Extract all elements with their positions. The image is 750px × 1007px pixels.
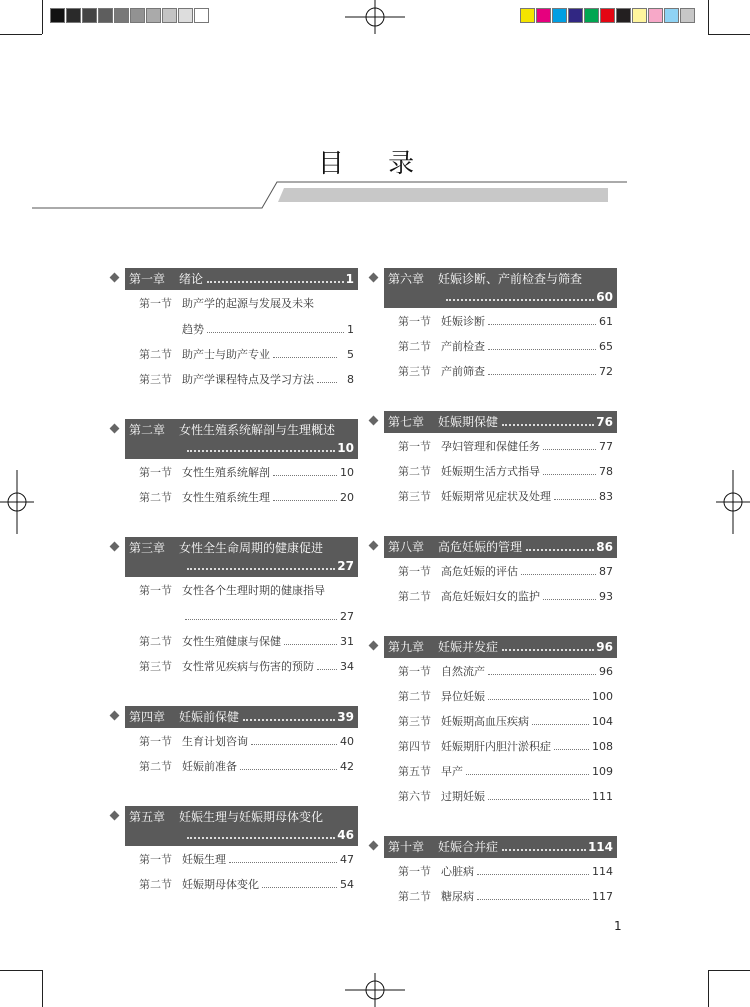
chapter-gap <box>367 510 617 536</box>
section-page: 54 <box>340 878 354 891</box>
chapter-row <box>388 413 613 431</box>
gray-swatch <box>98 8 113 23</box>
section-entry[interactable] <box>125 730 358 755</box>
chapter-gap <box>108 780 358 806</box>
dot-leader <box>488 324 596 325</box>
section-list <box>125 728 358 780</box>
section-number: 第一节 <box>139 584 172 597</box>
section-title: 心脏病 <box>441 865 474 878</box>
gray-swatch <box>66 8 81 23</box>
section-number: 第二节 <box>398 340 431 353</box>
section-entry[interactable] <box>384 710 617 735</box>
section-entry[interactable] <box>384 660 617 685</box>
chapter-title: 妊娠期保健 <box>438 415 499 429</box>
chapter-row <box>388 538 613 556</box>
dot-leader <box>488 699 589 700</box>
dot-leader <box>273 357 337 358</box>
chapter-number: 第九章 <box>388 640 425 654</box>
registration-mark-left <box>0 470 34 534</box>
section-entry[interactable] <box>384 860 617 885</box>
diamond-bullet-icon <box>369 541 379 551</box>
section-title: 早产 <box>441 765 463 778</box>
chapter-page: 27 <box>337 559 354 573</box>
dot-leader <box>251 744 337 745</box>
section-number: 第三节 <box>139 373 172 386</box>
section-title: 高危妊娠妇女的监护 <box>441 590 540 603</box>
dot-leader <box>488 799 589 800</box>
chapter-page: 96 <box>596 640 613 654</box>
chapter-block <box>367 636 617 810</box>
section-entry[interactable] <box>125 343 358 368</box>
gray-swatch <box>130 8 145 23</box>
color-swatch <box>520 8 535 23</box>
chapter-number: 第四章 <box>129 710 166 724</box>
section-page: 42 <box>340 760 354 773</box>
chapter-title: 女性全生命周期的健康促进 <box>179 541 324 555</box>
toc-left-column <box>108 268 358 898</box>
section-title: 妊娠前准备 <box>182 760 237 773</box>
chapter-title: 绪论 <box>179 272 204 286</box>
chapter-title: 妊娠生理与妊娠期母体变化 <box>179 810 324 824</box>
title-rule <box>32 180 632 212</box>
section-title: 助产学课程特点及学习方法 <box>182 373 314 386</box>
section-entry[interactable] <box>384 310 617 335</box>
section-title: 过期妊娠 <box>441 790 485 803</box>
chapter-block <box>108 706 358 780</box>
section-number: 第三节 <box>398 490 431 503</box>
section-number: 第三节 <box>398 365 431 378</box>
chapter-page: 86 <box>596 540 613 554</box>
section-list <box>384 658 617 810</box>
dot-leader <box>284 644 337 645</box>
section-entry[interactable] <box>384 360 617 385</box>
chapter-block <box>367 836 617 910</box>
dot-leader <box>185 619 337 620</box>
chapter-heading[interactable] <box>125 419 358 459</box>
color-swatch <box>632 8 647 23</box>
section-entry[interactable] <box>384 685 617 710</box>
section-title: 孕妇管理和保健任务 <box>441 440 540 453</box>
section-entry[interactable] <box>384 460 617 485</box>
dot-leader <box>207 280 344 283</box>
page-number: 1 <box>614 919 622 933</box>
dot-leader <box>502 423 594 426</box>
section-page: 65 <box>599 340 613 353</box>
section-page: 111 <box>592 790 613 803</box>
chapter-row <box>129 270 354 288</box>
dot-leader <box>229 862 337 863</box>
chapter-block <box>108 806 358 898</box>
dot-leader <box>543 599 596 600</box>
section-number: 第三节 <box>139 660 172 673</box>
chapter-gap <box>108 511 358 537</box>
section-number: 第二节 <box>398 590 431 603</box>
section-number: 第二节 <box>398 690 431 703</box>
section-page: 72 <box>599 365 613 378</box>
section-list <box>384 308 617 385</box>
chapter-page: 76 <box>596 415 613 429</box>
section-number: 第一节 <box>139 735 172 748</box>
chapter-heading[interactable] <box>384 636 617 658</box>
chapter-block <box>108 537 358 680</box>
chapter-title: 妊娠合并症 <box>438 840 499 854</box>
section-list <box>384 433 617 510</box>
chapter-row <box>129 421 354 439</box>
color-swatch <box>680 8 695 23</box>
chapter-block <box>367 411 617 510</box>
section-title: 女性各个生理时期的健康指导 <box>182 584 325 597</box>
chapter-block <box>108 268 358 393</box>
chapter-number: 第七章 <box>388 415 425 429</box>
section-page: 34 <box>340 660 354 673</box>
section-number: 第五节 <box>398 765 431 778</box>
section-number: 第一节 <box>398 565 431 578</box>
section-page: 1 <box>347 323 354 336</box>
gray-swatch <box>50 8 65 23</box>
section-title: 妊娠期肝内胆汁淤积症 <box>441 740 551 753</box>
section-title: 糖尿病 <box>441 890 474 903</box>
dot-leader <box>446 298 594 301</box>
section-entry[interactable] <box>125 655 358 680</box>
diamond-bullet-icon <box>369 841 379 851</box>
dot-leader <box>317 382 337 383</box>
color-swatch <box>552 8 567 23</box>
section-title: 自然流产 <box>441 665 485 678</box>
chapter-heading[interactable] <box>125 706 358 728</box>
section-number: 第三节 <box>398 715 431 728</box>
section-page: 109 <box>592 765 613 778</box>
dot-leader <box>262 887 337 888</box>
section-title-continued: 趋势 <box>182 323 204 336</box>
registration-mark-right <box>716 470 750 534</box>
dot-leader <box>187 836 335 839</box>
section-entry[interactable] <box>384 560 617 585</box>
dot-leader <box>240 769 337 770</box>
section-line <box>125 598 354 624</box>
chapter-row <box>129 539 354 557</box>
section-entry[interactable] <box>125 873 358 898</box>
section-number: 第二节 <box>139 760 172 773</box>
dot-leader <box>207 332 344 333</box>
section-entry[interactable] <box>125 368 358 393</box>
dot-leader <box>526 548 594 551</box>
chapter-gap <box>108 393 358 419</box>
dot-leader <box>502 648 594 651</box>
dot-leader <box>543 474 596 475</box>
section-page: 117 <box>592 890 613 903</box>
section-title: 高危妊娠的评估 <box>441 565 518 578</box>
section-page: 93 <box>599 590 613 603</box>
chapter-page: 46 <box>337 828 354 842</box>
dot-leader <box>187 567 335 570</box>
color-swatch <box>600 8 615 23</box>
chapter-page: 1 <box>345 272 354 286</box>
grayscale-bar <box>50 8 210 23</box>
section-number: 第一节 <box>398 665 431 678</box>
section-number: 第一节 <box>139 466 172 479</box>
color-swatch <box>664 8 679 23</box>
section-title: 女性生殖健康与保健 <box>182 635 281 648</box>
chapter-page: 10 <box>337 441 354 455</box>
section-line <box>125 311 354 337</box>
section-number: 第二节 <box>398 890 431 903</box>
chapter-page: 114 <box>587 840 613 854</box>
section-entry[interactable] <box>384 735 617 760</box>
section-page: 40 <box>340 735 354 748</box>
gray-swatch <box>82 8 97 23</box>
section-page: 100 <box>592 690 613 703</box>
chapter-heading[interactable] <box>384 836 617 858</box>
chapter-title: 妊娠诊断、产前检查与筛查 <box>438 272 583 286</box>
section-title: 妊娠期生活方式指导 <box>441 465 540 478</box>
dot-leader <box>317 669 337 670</box>
section-entry[interactable] <box>125 755 358 780</box>
dot-leader <box>243 718 335 721</box>
chapter-heading[interactable] <box>125 268 358 290</box>
diamond-bullet-icon <box>110 711 120 721</box>
section-page: 8 <box>347 373 354 386</box>
section-page: 108 <box>592 740 613 753</box>
section-page: 83 <box>599 490 613 503</box>
section-number: 第一节 <box>398 315 431 328</box>
section-list <box>125 459 358 511</box>
section-page: 10 <box>340 466 354 479</box>
chapter-title: 妊娠前保健 <box>179 710 240 724</box>
section-entry[interactable] <box>125 579 358 630</box>
section-list <box>125 290 358 393</box>
section-page: 114 <box>592 865 613 878</box>
section-page: 20 <box>340 491 354 504</box>
section-title: 妊娠期母体变化 <box>182 878 259 891</box>
chapter-number: 第五章 <box>129 810 166 824</box>
section-list <box>125 846 358 898</box>
chapter-number: 第二章 <box>129 423 166 437</box>
color-bar <box>520 8 696 23</box>
chapter-row <box>129 708 354 726</box>
section-entry[interactable] <box>384 335 617 360</box>
chapter-block <box>108 419 358 511</box>
dot-leader <box>488 349 596 350</box>
chapter-gap <box>367 610 617 636</box>
gray-swatch <box>162 8 177 23</box>
chapter-row <box>129 808 354 826</box>
dot-leader <box>521 574 596 575</box>
section-number: 第一节 <box>139 853 172 866</box>
section-title: 妊娠期常见症状及处理 <box>441 490 551 503</box>
section-title: 妊娠生理 <box>182 853 226 866</box>
gray-swatch <box>114 8 129 23</box>
section-title: 女性常见疾病与伤害的预防 <box>182 660 314 673</box>
diamond-bullet-icon <box>110 542 120 552</box>
section-entry[interactable] <box>384 885 617 910</box>
section-title: 异位妊娠 <box>441 690 485 703</box>
chapter-gap <box>367 385 617 411</box>
section-list <box>125 577 358 680</box>
section-entry[interactable] <box>125 461 358 486</box>
section-entry[interactable] <box>125 630 358 655</box>
section-page: 87 <box>599 565 613 578</box>
section-page: 77 <box>599 440 613 453</box>
section-entry[interactable] <box>125 292 358 343</box>
dot-leader <box>488 374 596 375</box>
dot-leader <box>543 449 596 450</box>
section-line <box>125 584 354 598</box>
chapter-dotline <box>129 439 354 457</box>
section-title: 助产学的起源与发展及未来 <box>182 297 314 310</box>
dot-leader <box>554 499 596 500</box>
section-page: 61 <box>599 315 613 328</box>
diamond-bullet-icon <box>110 424 120 434</box>
section-number: 第二节 <box>139 878 172 891</box>
chapter-number: 第一章 <box>129 272 166 286</box>
diamond-bullet-icon <box>110 273 120 283</box>
diamond-bullet-icon <box>369 641 379 651</box>
section-number: 第二节 <box>139 635 172 648</box>
dot-leader <box>466 774 589 775</box>
chapter-row <box>388 638 613 656</box>
section-number: 第一节 <box>139 297 172 310</box>
section-page: 5 <box>347 348 354 361</box>
section-title: 助产士与助产专业 <box>182 348 270 361</box>
page-title: 目 录 <box>317 149 433 179</box>
chapter-dotline <box>129 826 354 844</box>
chapter-title: 妊娠并发症 <box>438 640 499 654</box>
chapter-heading[interactable] <box>384 536 617 558</box>
section-number: 第六节 <box>398 790 431 803</box>
chapter-gap <box>108 680 358 706</box>
section-number: 第一节 <box>398 440 431 453</box>
section-entry[interactable] <box>125 848 358 873</box>
color-swatch <box>616 8 631 23</box>
section-entry[interactable] <box>384 485 617 510</box>
section-line <box>125 297 354 311</box>
chapter-heading[interactable] <box>384 411 617 433</box>
toc-right-column <box>367 268 617 910</box>
section-entry[interactable] <box>384 585 617 610</box>
section-list <box>384 558 617 610</box>
chapter-number: 第六章 <box>388 272 425 286</box>
section-number: 第四节 <box>398 740 431 753</box>
dot-leader <box>187 449 335 452</box>
diamond-bullet-icon <box>110 811 120 821</box>
section-title: 女性生殖系统解剖 <box>182 466 270 479</box>
gray-swatch <box>146 8 161 23</box>
section-title: 女性生殖系统生理 <box>182 491 270 504</box>
section-number: 第二节 <box>398 465 431 478</box>
diamond-bullet-icon <box>369 273 379 283</box>
section-title: 妊娠期高血压疾病 <box>441 715 529 728</box>
chapter-gap <box>367 810 617 836</box>
color-swatch <box>648 8 663 23</box>
dot-leader <box>488 674 596 675</box>
chapter-page: 39 <box>337 710 354 724</box>
chapter-dotline <box>129 557 354 575</box>
section-number: 第二节 <box>139 348 172 361</box>
section-number: 第二节 <box>139 491 172 504</box>
section-page: 27 <box>340 610 354 623</box>
chapter-row <box>388 838 613 856</box>
dot-leader <box>273 475 337 476</box>
section-title: 生育计划咨询 <box>182 735 248 748</box>
section-entry[interactable] <box>384 760 617 785</box>
section-page: 104 <box>592 715 613 728</box>
dot-leader <box>477 874 589 875</box>
chapter-number: 第八章 <box>388 540 425 554</box>
chapter-number: 第三章 <box>129 541 166 555</box>
chapter-heading[interactable] <box>125 806 358 846</box>
chapter-block <box>367 536 617 610</box>
dot-leader <box>532 724 589 725</box>
color-swatch <box>568 8 583 23</box>
chapter-dotline <box>388 288 613 306</box>
dot-leader <box>477 899 589 900</box>
dot-leader <box>554 749 589 750</box>
color-swatch <box>584 8 599 23</box>
registration-mark-bottom <box>345 973 405 1007</box>
gray-swatch <box>194 8 209 23</box>
diamond-bullet-icon <box>369 416 379 426</box>
chapter-number: 第十章 <box>388 840 425 854</box>
section-title: 妊娠诊断 <box>441 315 485 328</box>
section-page: 47 <box>340 853 354 866</box>
registration-mark-top <box>345 0 405 34</box>
gray-swatch <box>178 8 193 23</box>
section-list <box>384 858 617 910</box>
chapter-heading[interactable] <box>125 537 358 577</box>
section-page: 31 <box>340 635 354 648</box>
section-page: 96 <box>599 665 613 678</box>
chapter-heading[interactable] <box>384 268 617 308</box>
chapter-title: 高危妊娠的管理 <box>438 540 523 554</box>
color-swatch <box>536 8 551 23</box>
dot-leader <box>273 500 337 501</box>
chapter-page: 60 <box>596 290 613 304</box>
dot-leader <box>502 848 586 851</box>
chapter-row <box>388 270 613 288</box>
section-title: 产前筛查 <box>441 365 485 378</box>
section-entry[interactable] <box>125 486 358 511</box>
chapter-title: 女性生殖系统解剖与生理概述 <box>179 423 336 437</box>
section-number: 第一节 <box>398 865 431 878</box>
section-entry[interactable] <box>384 435 617 460</box>
section-entry[interactable] <box>384 785 617 810</box>
section-page: 78 <box>599 465 613 478</box>
section-title: 产前检查 <box>441 340 485 353</box>
chapter-block <box>367 268 617 385</box>
